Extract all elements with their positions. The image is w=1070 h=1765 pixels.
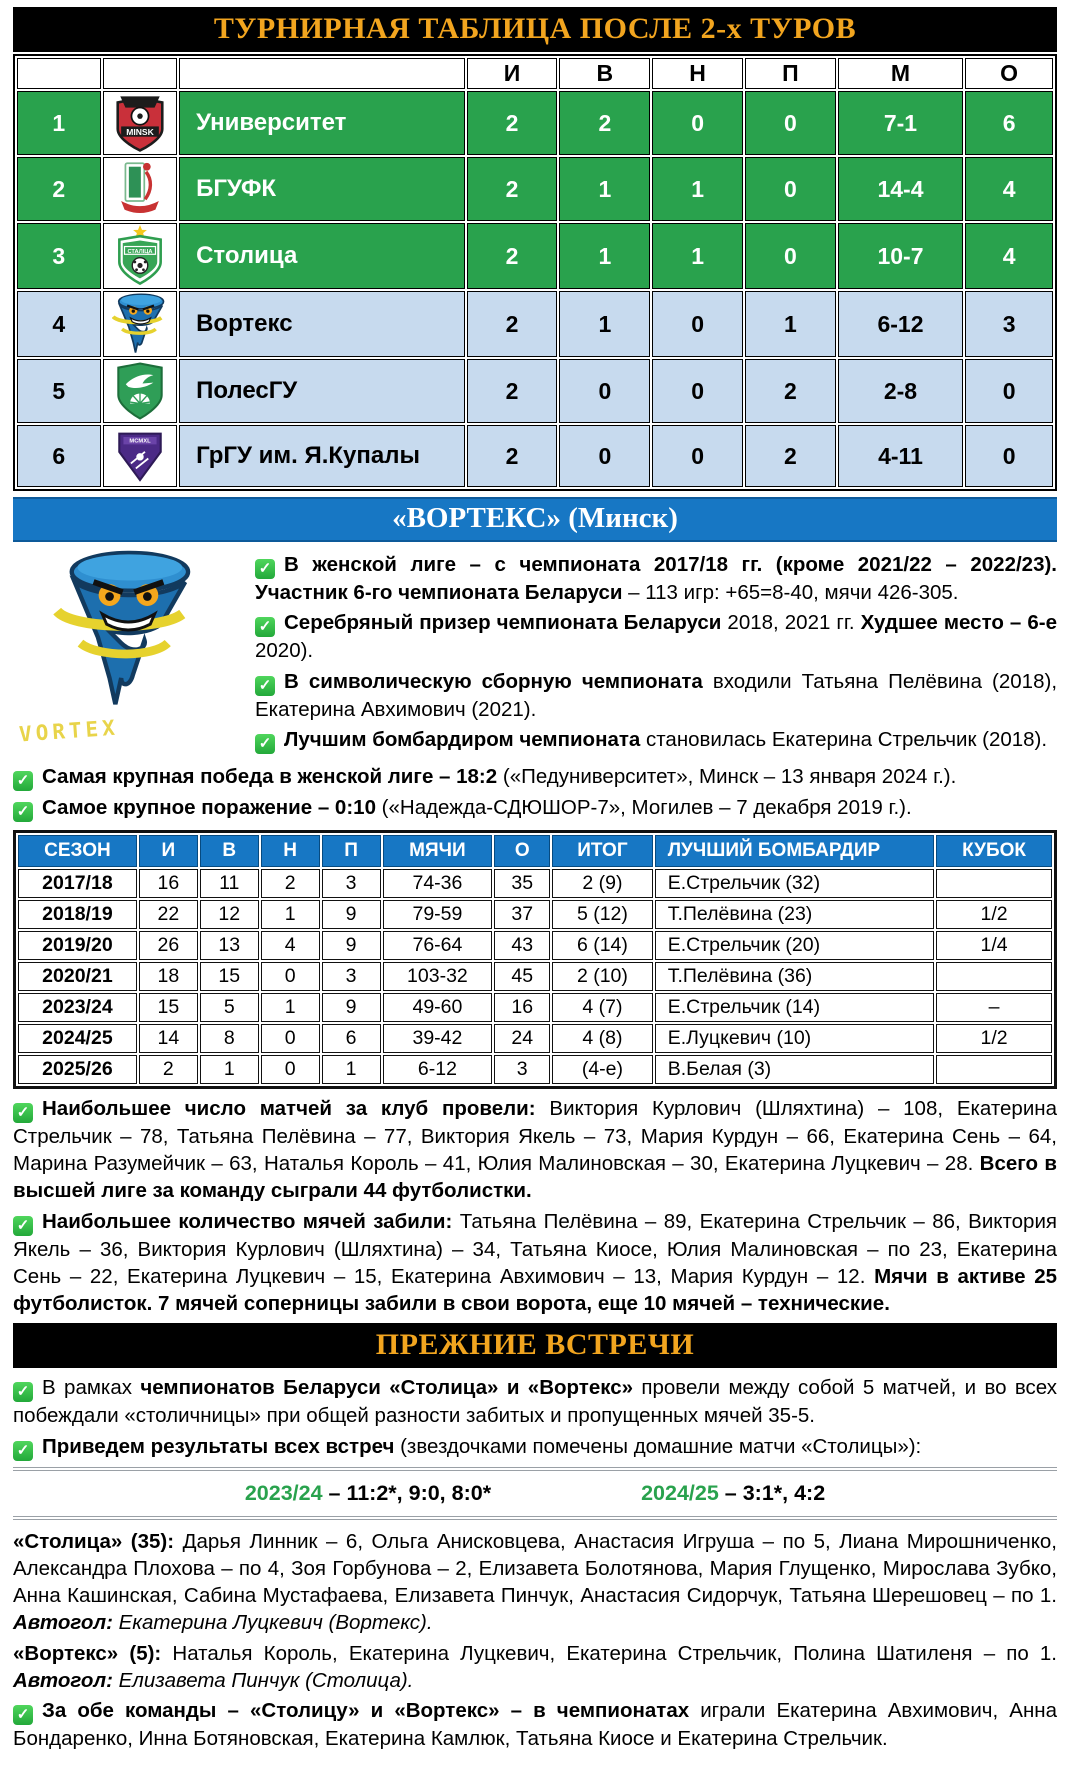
seasons-column-header: В — [200, 835, 259, 867]
meetings-section-header: ПРЕЖНИЕ ВСТРЕЧИ — [13, 1323, 1057, 1368]
goals-cell: 6-12 — [838, 291, 963, 357]
wins-cell: 0 — [559, 425, 650, 487]
checkmark-icon: ✓ — [13, 1441, 33, 1461]
games-cell: 2 — [467, 223, 558, 289]
seasons-column-header: П — [322, 835, 381, 867]
goals-cell: 74-36 — [383, 869, 493, 898]
games-cell: 15 — [139, 993, 198, 1022]
losses-cell: 9 — [322, 900, 381, 929]
result-cell: 4 (7) — [552, 993, 653, 1022]
season-cell: 2017/18 — [18, 869, 137, 898]
result-cell: 6 (14) — [552, 931, 653, 960]
text-segment: («Педуниверситет», Минск – 13 января 2024 г.). — [497, 764, 957, 788]
cup-cell: 1/2 — [936, 900, 1052, 929]
standings-table — [13, 54, 1057, 491]
logo-cell — [103, 359, 177, 423]
seasons-column-header: ИТОГ — [552, 835, 653, 867]
standings-row — [17, 425, 1053, 487]
draws-cell: 0 — [652, 91, 743, 155]
name-cell: ПолесГУ — [179, 359, 465, 423]
header-spacer-cell — [17, 58, 101, 89]
paragraph — [255, 726, 1057, 754]
games-cell: 14 — [139, 1024, 198, 1053]
text-segment: становилась Екатерина Стрельчик (2018). — [640, 727, 1048, 751]
season-cell: 2025/26 — [18, 1055, 137, 1084]
checkmark-icon: ✓ — [13, 1705, 33, 1725]
text-segment: «Столица» (35): — [13, 1529, 175, 1553]
result-cell: 4 (8) — [552, 1024, 653, 1053]
text-segment: 2020). — [255, 639, 314, 663]
checkmark-icon: ✓ — [13, 1382, 33, 1402]
checkmark-icon: ✓ — [255, 559, 275, 579]
paragraph — [13, 1095, 1057, 1205]
seasons-column-header: О — [494, 835, 550, 867]
text-segment: Дарья Линник – 6, Ольга Анисковцева, Анастасия Игруша – по 5, Лиана Мирошниченко, Александра Плохова – по 4, Зоя Горбунова – 2, Елизавета Болотянова, Мария Глущенко, Мирослава Зубко, Анна Кашинская, Сабина Мустафаева, Елизавета Пинчук, Анастасия Сидорчук, Татьяна Шерешовец – по 1. — [13, 1529, 1057, 1607]
season-cell: 2019/20 — [18, 931, 137, 960]
svg-text:MINSK: MINSK — [126, 127, 154, 137]
draws-cell: 0 — [652, 291, 743, 357]
wins-cell: 1 — [559, 157, 650, 221]
seasons-column-header: КУБОК — [936, 835, 1052, 867]
points-cell: 37 — [494, 900, 550, 929]
vortex-facts-list — [255, 548, 1057, 757]
games-cell: 2 — [467, 359, 558, 423]
text-segment: входили Татьяна Пелёвина (2018), Екатерина Авхимович (2021). — [255, 669, 1058, 721]
games-cell: 18 — [139, 962, 198, 991]
wins-cell: 8 — [200, 1024, 259, 1053]
standings-header — [17, 58, 1053, 89]
points-cell: 0 — [965, 359, 1053, 423]
losses-cell: 9 — [322, 993, 381, 1022]
games-cell: 2 — [467, 91, 558, 155]
text-segment: В женской лиге – с чемпионата 2017/18 гг. (кроме 2021/22 – 2022/23). Участник 6-го чемпионата Беларуси — [255, 553, 1057, 604]
name-cell: ГрГУ им. Я.Купалы — [179, 425, 465, 487]
points-cell: 3 — [494, 1055, 550, 1084]
season-cell: 2023/24 — [18, 993, 137, 1022]
logo-cell — [103, 291, 177, 357]
paragraph — [13, 1208, 1057, 1318]
games-cell: 2 — [467, 157, 558, 221]
name-cell: БГУФК — [179, 157, 465, 221]
season-row — [18, 869, 1052, 898]
seasons-column-header: ЛУЧШИЙ БОМБАРДИР — [655, 835, 934, 867]
points-cell: 0 — [965, 425, 1053, 487]
text-segment: Наибольшее количество мячей забили: — [42, 1209, 453, 1233]
goals-cell: 76-64 — [383, 931, 493, 960]
points-cell: 3 — [965, 291, 1053, 357]
season-result-group — [245, 1481, 491, 1506]
bgufk-logo-icon — [105, 159, 175, 219]
paragraph — [13, 763, 1057, 791]
header-spacer-cell — [103, 58, 177, 89]
points-cell: 43 — [494, 931, 550, 960]
pos-cell: 3 — [17, 223, 101, 289]
cup-cell: 1/2 — [936, 1024, 1052, 1053]
checkmark-icon: ✓ — [13, 802, 33, 822]
wins-cell: 13 — [200, 931, 259, 960]
goals-cell: 7-1 — [838, 91, 963, 155]
seasons-column-header: МЯЧИ — [383, 835, 493, 867]
text-segment: – 113 игр: +65=8-40, мячи 426-305. — [622, 581, 959, 604]
wins-cell: 2 — [559, 91, 650, 155]
seasons-header-row — [18, 835, 1052, 867]
goals-cell: 79-59 — [383, 900, 493, 929]
text-segment: В рамках — [42, 1376, 141, 1400]
points-cell: 45 — [494, 962, 550, 991]
vortex-info-section — [13, 548, 1057, 757]
top-scorer-cell: Е.Луцкевич (10) — [655, 1024, 934, 1053]
checkmark-icon: ✓ — [255, 676, 275, 696]
logo-cell — [103, 91, 177, 155]
text-segment: 2018, 2021 гг. — [721, 611, 861, 635]
goals-cell: 2-8 — [838, 359, 963, 423]
season-scores: – 11:2*, 9:0, 8:0* — [322, 1480, 492, 1505]
checkmark-icon: ✓ — [255, 734, 275, 754]
draws-cell: 4 — [261, 931, 320, 960]
seasons-column-header: СЕЗОН — [18, 835, 137, 867]
season-row — [18, 931, 1052, 960]
standings-body — [17, 91, 1053, 487]
wins-cell: 5 — [200, 993, 259, 1022]
paragraph — [13, 1374, 1057, 1429]
losses-cell: 3 — [322, 869, 381, 898]
stolitsa-logo-icon — [105, 225, 175, 287]
season-label: 2023/24 — [244, 1480, 323, 1505]
games-cell: 2 — [139, 1055, 198, 1084]
tournament-title-bar: ТУРНИРНАЯ ТАБЛИЦА ПОСЛЕ 2-х ТУРОВ — [13, 7, 1057, 52]
polesgu-logo-icon — [105, 361, 175, 421]
result-cell: 2 (10) — [552, 962, 653, 991]
grgu-logo-icon — [105, 427, 175, 485]
goals-cell: 49-60 — [383, 993, 493, 1022]
losses-cell: 1 — [322, 1055, 381, 1084]
text-segment: Самая крупная победа в женской лиге – 18:2 — [42, 764, 498, 788]
text-segment: Елизавета Пинчук (Столица). — [112, 1668, 414, 1692]
draws-cell: 1 — [261, 993, 320, 1022]
text-segment: Лучшим бомбардиром чемпионата — [284, 727, 641, 751]
paragraph — [13, 1640, 1057, 1695]
column-header: П — [745, 58, 836, 89]
season-cell: 2024/25 — [18, 1024, 137, 1053]
seasons-column-header: Н — [261, 835, 320, 867]
result-cell: 2 (9) — [552, 869, 653, 898]
goals-cell: 14-4 — [838, 157, 963, 221]
name-cell: Вортекс — [179, 291, 465, 357]
seasons-table — [13, 830, 1057, 1089]
season-row — [18, 900, 1052, 929]
text-segment: Мячи в активе 25 футболисток. 7 мячей соперницы забили в свои ворота, еще 10 мячей – технические. — [13, 1264, 1057, 1315]
losses-cell: 9 — [322, 931, 381, 960]
standings-row — [17, 91, 1053, 155]
points-cell: 16 — [494, 993, 550, 1022]
result-cell: (4-е) — [552, 1055, 653, 1084]
season-scores: – 3:1*, 4:2 — [718, 1480, 826, 1505]
draws-cell: 1 — [261, 900, 320, 929]
points-cell: 6 — [965, 91, 1053, 155]
checkmark-icon: ✓ — [255, 617, 275, 637]
wins-cell: 1 — [559, 291, 650, 357]
cup-cell: – — [936, 993, 1052, 1022]
logo-cell — [103, 223, 177, 289]
header-spacer-cell — [179, 58, 465, 89]
top-scorer-cell: Т.Пелёвина (36) — [655, 962, 934, 991]
vortex-logo-icon — [13, 550, 241, 710]
games-cell: 2 — [467, 425, 558, 487]
text-segment: (звездочками помечены домашние матчи «Столицы»): — [394, 1434, 922, 1458]
losses-cell: 0 — [745, 157, 836, 221]
losses-cell: 1 — [745, 291, 836, 357]
paragraph — [13, 1433, 1057, 1461]
column-header: В — [559, 58, 650, 89]
cup-cell: 1/4 — [936, 931, 1052, 960]
top-scorer-cell: Е.Стрельчик (20) — [655, 931, 934, 960]
seasons-header — [18, 835, 1052, 867]
column-header: Н — [652, 58, 743, 89]
goals-cell: 39-42 — [383, 1024, 493, 1053]
name-cell: Столица — [179, 223, 465, 289]
paragraph — [13, 794, 1057, 822]
text-segment: Наибольшее число матчей за клуб провели: — [42, 1096, 536, 1120]
games-cell: 26 — [139, 931, 198, 960]
text-segment: Екатерина Луцкевич (Вортекс). — [112, 1611, 433, 1635]
checkmark-icon: ✓ — [13, 771, 33, 791]
pos-cell: 4 — [17, 291, 101, 357]
text-segment: Приведем результаты всех встреч — [42, 1434, 395, 1458]
losses-cell: 3 — [322, 962, 381, 991]
draws-cell: 2 — [261, 869, 320, 898]
svg-text:MCMXL: MCMXL — [129, 438, 151, 445]
wins-cell: 0 — [559, 359, 650, 423]
draws-cell: 0 — [261, 1055, 320, 1084]
text-segment: чемпионатов Беларуси «Столица» и «Вортекс» — [140, 1376, 634, 1400]
top-scorer-cell: В.Белая (3) — [655, 1055, 934, 1084]
text-segment: В символическую сборную чемпионата — [284, 669, 703, 693]
pos-cell: 1 — [17, 91, 101, 155]
season-cell: 2018/19 — [18, 900, 137, 929]
pos-cell: 2 — [17, 157, 101, 221]
goals-cell: 10-7 — [838, 223, 963, 289]
text-segment: Наталья Король, Екатерина Луцкевич, Екатерина Стрельчик, Полина Шатиленя – по 1. — [161, 1641, 1058, 1665]
top-scorer-cell: Е.Стрельчик (14) — [655, 993, 934, 1022]
draws-cell: 0 — [652, 359, 743, 423]
losses-cell: 2 — [745, 425, 836, 487]
pos-cell: 5 — [17, 359, 101, 423]
scorers-paragraphs — [13, 1528, 1057, 1753]
standings-header-row — [17, 58, 1053, 89]
goals-cell: 6-12 — [383, 1055, 493, 1084]
text-segment: («Надежда-СДЮШОР-7», Могилев – 7 декабря 2019 г.). — [375, 795, 912, 819]
season-row — [18, 1024, 1052, 1053]
text-segment: Автогол: — [13, 1611, 113, 1635]
cup-cell — [936, 1055, 1052, 1084]
season-row — [18, 1055, 1052, 1084]
checkmark-icon: ✓ — [13, 1103, 33, 1123]
vortex-logo-caption: VORTEX — [18, 715, 120, 747]
text-segment: Всего в высшей лиге за команду сыграли 44 футболистки. — [13, 1152, 1057, 1203]
text-segment: провели между собой 5 матчей, и во всех побеждали «столичницы» при общей разности забитых и пропущенных мячей 35-5. — [13, 1376, 1057, 1428]
vortex-section-header: «ВОРТЕКС» (Минск) — [13, 497, 1057, 542]
season-cell: 2020/21 — [18, 962, 137, 991]
cup-cell — [936, 869, 1052, 898]
text-segment: «Вортекс» (5): — [13, 1641, 162, 1665]
text-segment: играли Екатерина Авхимович, Анна Бондаренко, Инна Ботяновская, Екатерина Камлюк, Татьяна Киосе и Екатерина Стрельчик. — [13, 1699, 1057, 1750]
club-stats-paragraphs — [13, 1095, 1057, 1318]
text-segment: Серебряный призер чемпионата Беларуси — [284, 611, 722, 635]
logo-cell — [103, 425, 177, 487]
points-cell: 24 — [494, 1024, 550, 1053]
games-cell: 2 — [467, 291, 558, 357]
wins-cell: 15 — [200, 962, 259, 991]
meetings-results-strip — [13, 1467, 1057, 1520]
goals-cell: 103-32 — [383, 962, 493, 991]
text-segment: Виктория Курлович (Шляхтина) – 108, Екатерина Стрельчик – 78, Татьяна Пелёвина – 77, Виктория Якель – 73, Мария Курдун – 66, Екатерина Сень – 64, Марина Разумейчик – 63, Наталья Король – 41, Юлия Малиновская – 30, Екатерина Луцкевич – 28. — [13, 1096, 1057, 1175]
points-cell: 4 — [965, 223, 1053, 289]
wins-cell: 1 — [559, 223, 650, 289]
top-scorer-cell: Т.Пелёвина (23) — [655, 900, 934, 929]
wins-cell: 12 — [200, 900, 259, 929]
seasons-column-header: И — [139, 835, 198, 867]
cup-cell — [936, 962, 1052, 991]
paragraph — [13, 1528, 1057, 1637]
seasons-body — [18, 869, 1052, 1084]
standings-row — [17, 291, 1053, 357]
vortex-facts-full-width — [13, 763, 1057, 822]
losses-cell: 0 — [745, 223, 836, 289]
top-scorer-cell: Е.Стрельчик (32) — [655, 869, 934, 898]
draws-cell: 0 — [261, 1024, 320, 1053]
paragraph — [255, 668, 1057, 723]
vortex-club-logo — [13, 548, 241, 757]
university-minsk-logo-icon — [105, 93, 175, 153]
vortex-logo-icon — [105, 293, 175, 355]
losses-cell: 2 — [745, 359, 836, 423]
logo-cell — [103, 157, 177, 221]
games-cell: 16 — [139, 869, 198, 898]
season-row — [18, 962, 1052, 991]
season-result-group — [641, 1481, 825, 1506]
paragraph — [255, 609, 1057, 664]
column-header: М — [838, 58, 963, 89]
draws-cell: 0 — [261, 962, 320, 991]
draws-cell: 1 — [652, 157, 743, 221]
text-segment: За обе команды – «Столицу» и «Вортекс» – в чемпионатах — [42, 1699, 690, 1722]
svg-text:СТАЛІЦА: СТАЛІЦА — [127, 248, 153, 255]
result-cell: 5 (12) — [552, 900, 653, 929]
goals-cell: 4-11 — [838, 425, 963, 487]
standings-row — [17, 223, 1053, 289]
wins-cell: 1 — [200, 1055, 259, 1084]
checkmark-icon: ✓ — [13, 1216, 33, 1236]
text-segment: Автогол: — [13, 1668, 113, 1692]
games-cell: 22 — [139, 900, 198, 929]
paragraph — [255, 551, 1057, 606]
column-header: О — [965, 58, 1053, 89]
wins-cell: 11 — [200, 869, 259, 898]
points-cell: 35 — [494, 869, 550, 898]
losses-cell: 6 — [322, 1024, 381, 1053]
paragraph — [13, 1697, 1057, 1752]
season-row — [18, 993, 1052, 1022]
text-segment: Худшее место – 6-е — [860, 611, 1058, 635]
losses-cell: 0 — [745, 91, 836, 155]
standings-row — [17, 359, 1053, 423]
pos-cell: 6 — [17, 425, 101, 487]
points-cell: 4 — [965, 157, 1053, 221]
name-cell: Университет — [179, 91, 465, 155]
draws-cell: 0 — [652, 425, 743, 487]
text-segment: Татьяна Пелёвина – 89, Екатерина Стрельчик – 86, Виктория Якель – 36, Виктория Курлович (Шляхтина) – 34, Татьяна Киосе, Юлия Малиновская – по 23, Екатерина Сень – 22, Екатерина Луцкевич – 15, Екатерина Авхимович – 13, Мария Курдун – 12. — [13, 1209, 1057, 1288]
column-header: И — [467, 58, 558, 89]
draws-cell: 1 — [652, 223, 743, 289]
season-label: 2024/25 — [641, 1480, 719, 1505]
text-segment: Самое крупное поражение – 0:10 — [42, 795, 376, 819]
standings-row — [17, 157, 1053, 221]
meetings-intro-bullets — [13, 1374, 1057, 1460]
